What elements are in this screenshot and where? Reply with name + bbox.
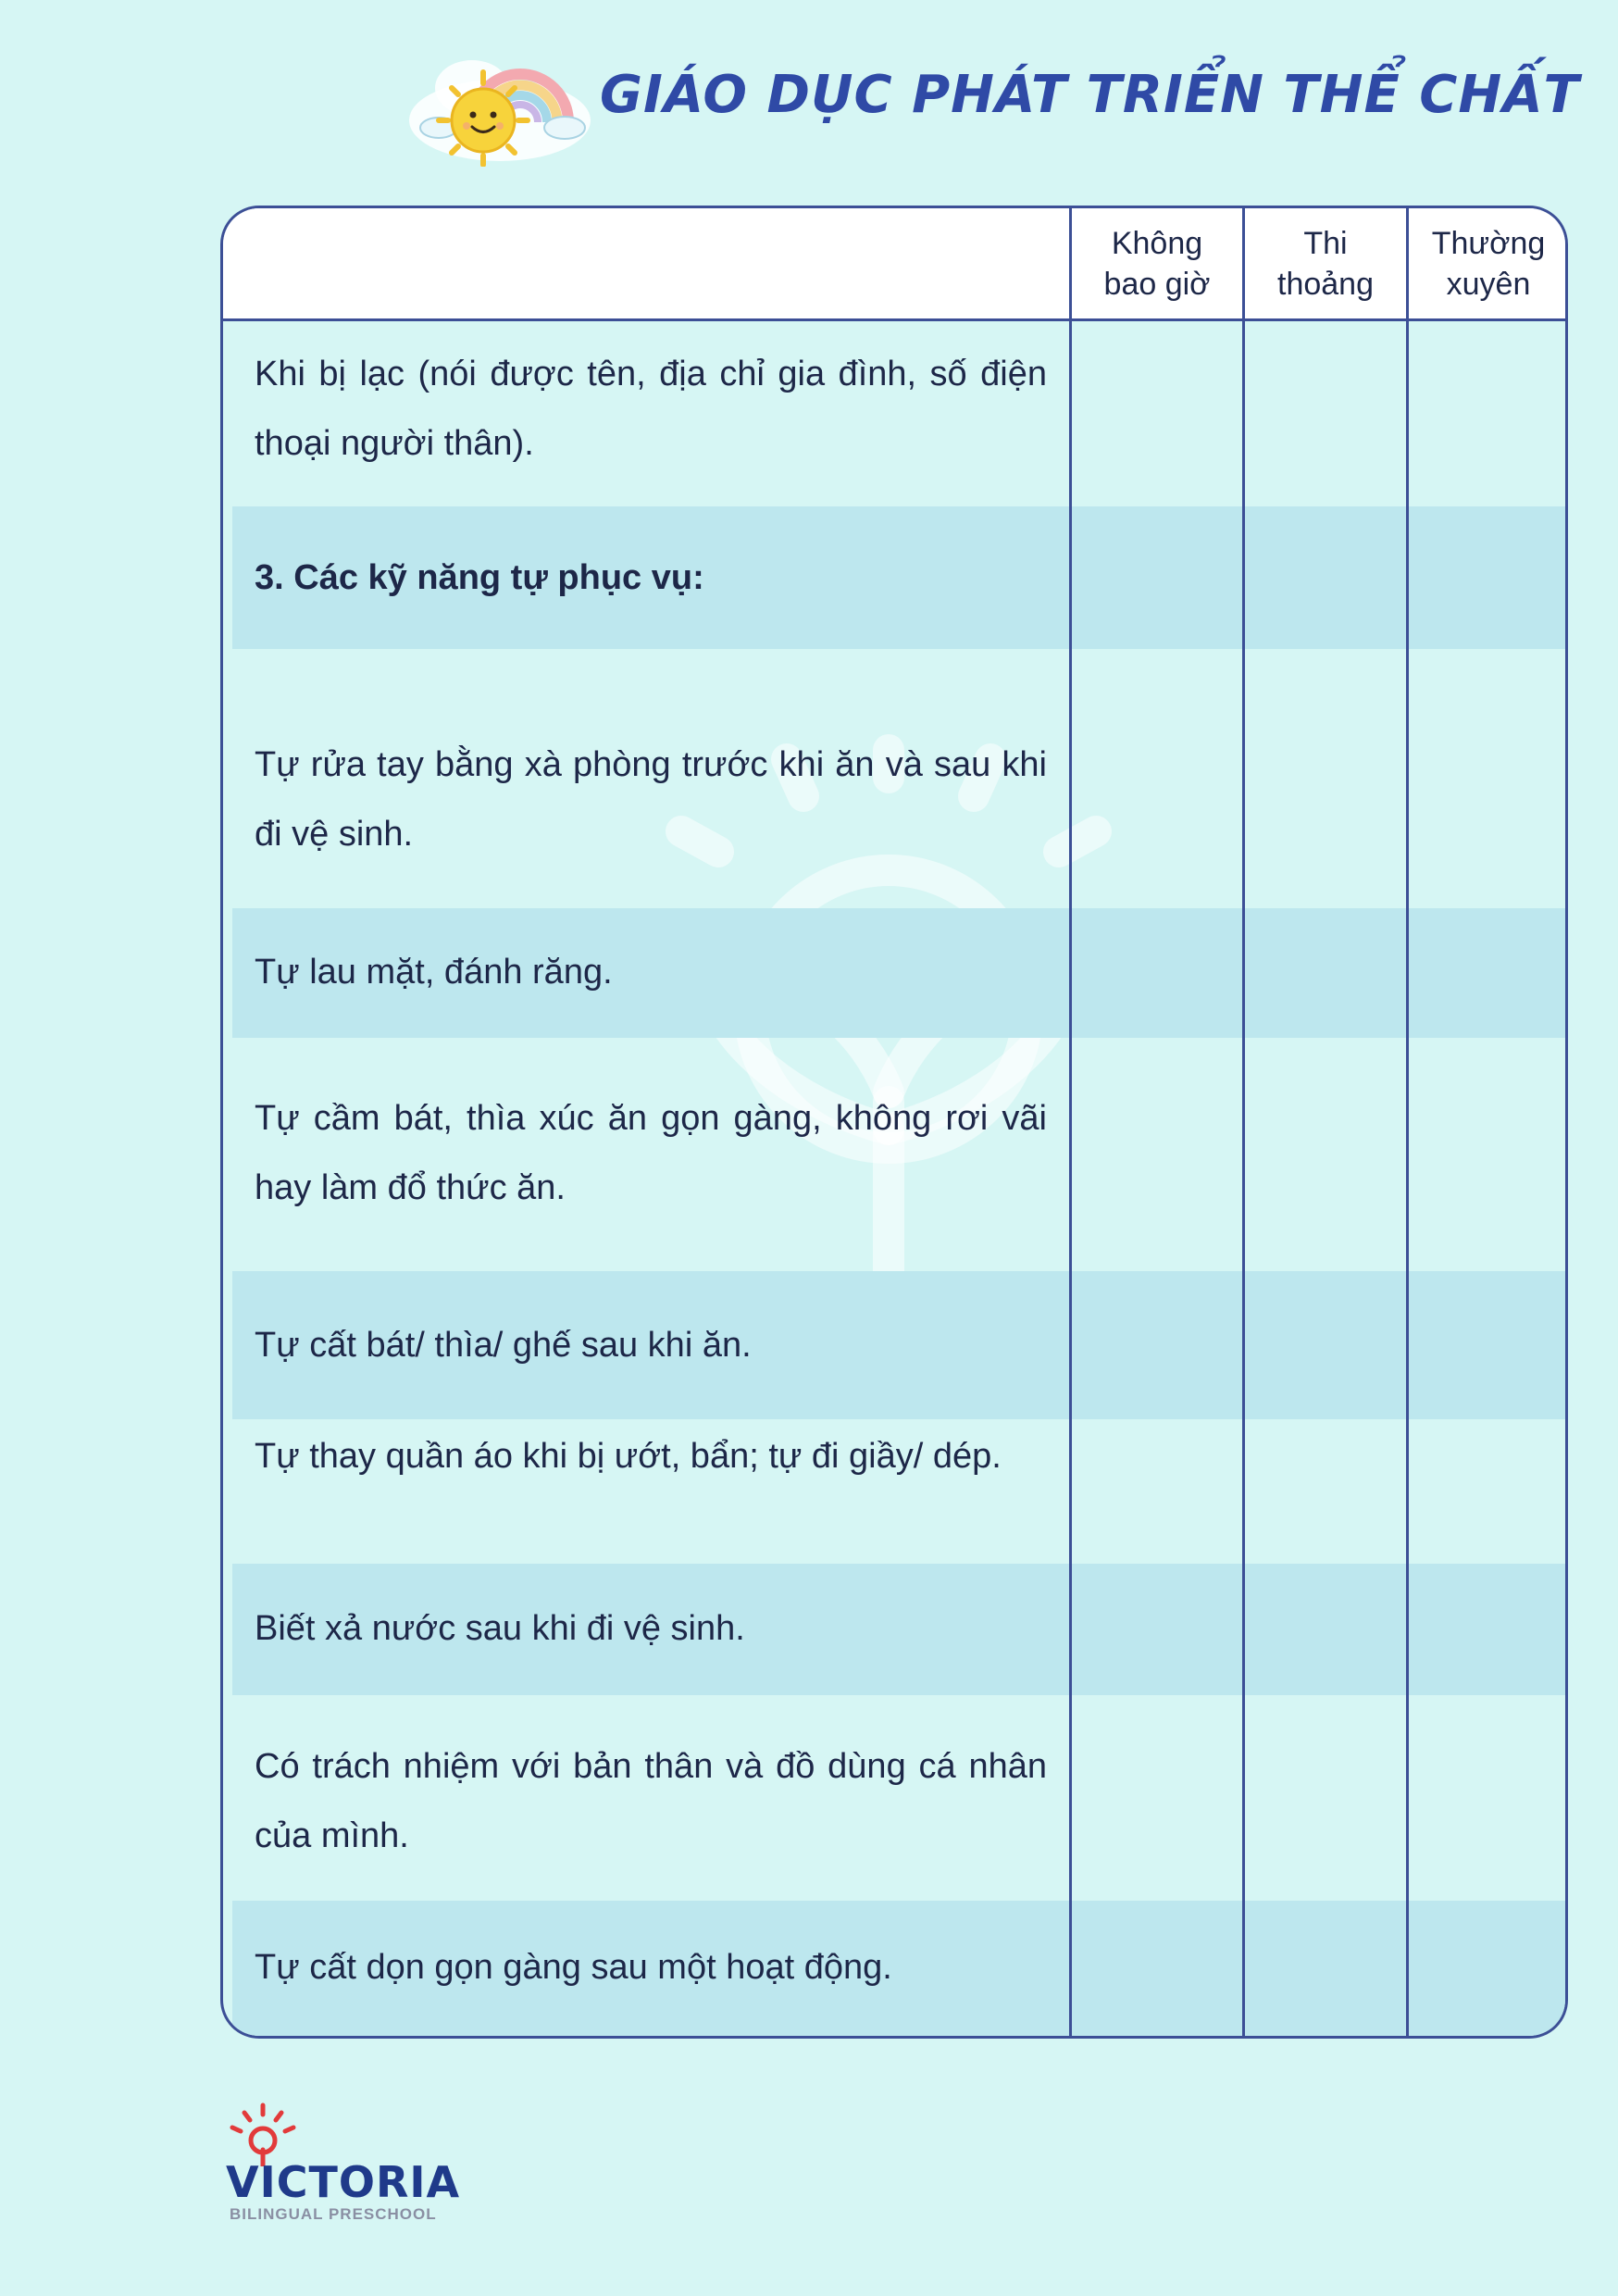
column-header-never: Không bao giờ	[1103, 225, 1211, 302]
logo-subtitle: BILINGUAL PRESCHOOL	[230, 2205, 437, 2223]
table-row	[232, 1564, 1568, 1695]
table-row	[232, 649, 1568, 908]
sun-rainbow-icon	[407, 37, 597, 167]
table-row	[232, 1901, 1568, 2039]
row-label: Có trách nhiệm với bản thân và đồ dùng cá nhân của mình.	[255, 1747, 1047, 1855]
table-row	[232, 1271, 1568, 1419]
column-header-often: Thường xuyên	[1431, 225, 1546, 302]
table-row	[232, 1695, 1568, 1901]
victoria-logo	[226, 2102, 461, 2223]
checklist-table	[220, 206, 1568, 2039]
row-label: Tự lau mặt, đánh răng.	[255, 953, 613, 992]
table-header	[223, 208, 1565, 321]
table-row	[232, 506, 1568, 649]
row-label: Khi bị lạc (nói được tên, địa chỉ gia đình, số điện thoại người thân).	[255, 355, 1047, 463]
column-divider	[1242, 208, 1245, 2036]
column-divider	[1406, 208, 1409, 2036]
table-row	[232, 908, 1568, 1038]
column-header-sometimes: Thi thoảng	[1277, 225, 1374, 302]
logo-name: VICTORIA	[226, 2157, 461, 2207]
row-label: Tự cầm bát, thìa xúc ăn gọn gàng, không rơi vãi hay làm đổ thức ăn.	[255, 1099, 1047, 1207]
row-label: Tự cất dọn gọn gàng sau một hoạt động.	[255, 1948, 892, 1987]
column-divider	[1069, 208, 1072, 2036]
row-label: Tự cất bát/ thìa/ ghế sau khi ăn.	[255, 1326, 752, 1365]
row-label: Tự thay quần áo khi bị ướt, bẩn; tự đi giầy/ dép.	[255, 1437, 1002, 1476]
table-row	[232, 1038, 1568, 1271]
row-label: Tự rửa tay bằng xà phòng trước khi ăn và sau khi đi vệ sinh.	[255, 745, 1047, 854]
section-heading: 3. Các kỹ năng tự phục vụ:	[255, 558, 704, 597]
page-title: GIÁO DỤC PHÁT TRIỂN THỂ CHẤT	[600, 65, 1580, 125]
row-label: Biết xả nước sau khi đi vệ sinh.	[255, 1609, 745, 1648]
table-row	[232, 1419, 1568, 1564]
table-row	[232, 321, 1568, 495]
